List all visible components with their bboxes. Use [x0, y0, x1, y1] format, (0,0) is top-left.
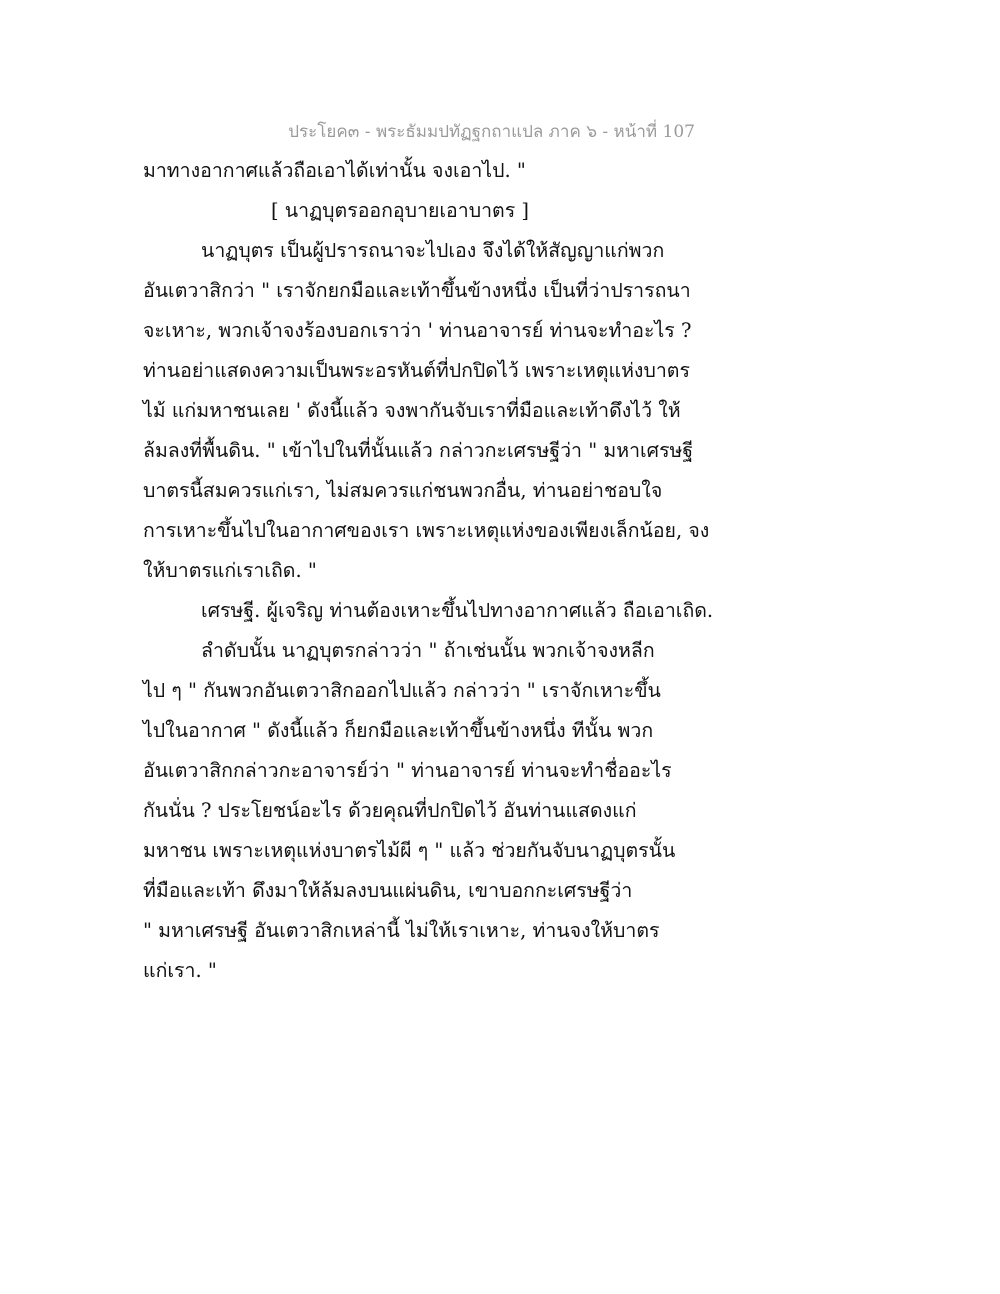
- text-line: ที่มือและเท้า ดึงมาให้ล้มลงบนแผ่นดิน, เขาบอกกะเศรษฐีว่า: [143, 879, 633, 902]
- text-line: ไป ๆ " กันพวกอันเตวาสิกออกไปแล้ว กล่าวว่า " เราจักเหาะขึ้น: [143, 679, 661, 702]
- text-line: แก่เรา. ": [143, 959, 217, 982]
- running-header: ประโยค๓ - พระธัมมปทัฏฐกถาแปล ภาค ๖ - หน้าที่ 107: [288, 122, 695, 142]
- text-line: ล้มลงที่พื้นดิน. " เข้าไปในที่นั้นแล้ว กล่าวกะเศรษฐีว่า " มหาเศรษฐี: [143, 439, 694, 462]
- text-line: อันเตวาสิกกล่าวกะอาจารย์ว่า " ท่านอาจารย์ ท่านจะทำชื่ออะไร: [143, 759, 672, 782]
- text-line: " มหาเศรษฐี อันเตวาสิกเหล่านี้ ไม่ให้เราเหาะ, ท่านจงให้บาตร: [143, 919, 660, 942]
- dialogue-line: เศรษฐี. ผู้เจริญ ท่านต้องเหาะขึ้นไปทางอากาศแล้ว ถือเอาเถิด.: [201, 599, 714, 622]
- text-line: มาทางอากาศแล้วถือเอาได้เท่านั้น จงเอาไป. ": [143, 159, 526, 182]
- text-line: อันเตวาสิกว่า " เราจักยกมือและเท้าขึ้นข้างหนึ่ง เป็นที่ว่าปรารถนา: [143, 279, 691, 302]
- text-line: ไปในอากาศ " ดังนี้แล้ว ก็ยกมือและเท้าขึ้นข้างหนึ่ง ทีนั้น พวก: [143, 719, 654, 742]
- paragraph-start: นาฏบุตร เป็นผู้ปรารถนาจะไปเอง จึงได้ให้สัญญาแก่พวก: [201, 239, 665, 262]
- text-line: มหาชน เพราะเหตุแห่งบาตรไม้ผี ๆ " แล้ว ช่วยกันจับนาฏบุตรนั้น: [143, 839, 676, 862]
- text-line: การเหาะขึ้นไปในอากาศของเรา เพราะเหตุแห่งของเพียงเล็กน้อย, จง: [143, 519, 710, 542]
- paragraph-start: ลำดับนั้น นาฏบุตรกล่าวว่า " ถ้าเช่นนั้น พวกเจ้าจงหลีก: [201, 639, 655, 662]
- text-line: ให้บาตรแก่เราเถิด. ": [143, 559, 317, 582]
- text-line: บาตรนี้สมควรแก่เรา, ไม่สมควรแก่ชนพวกอื่น, ท่านอย่าชอบใจ: [143, 479, 663, 502]
- body-text: [143, 151, 714, 991]
- text-line: จะเหาะ, พวกเจ้าจงร้องบอกเราว่า ' ท่านอาจารย์ ท่านจะทำอะไร ?: [143, 319, 692, 342]
- text-line: ท่านอย่าแสดงความเป็นพระอรหันต์ที่ปกปิดไว้ เพราะเหตุแห่งบาตร: [143, 359, 690, 382]
- section-heading: [ นาฏบุตรออกอุบายเอาบาตร ]: [271, 199, 529, 222]
- text-line: ไม้ แก่มหาชนเลย ' ดังนี้แล้ว จงพากันจับเราที่มือและเท้าดึงไว้ ให้: [143, 399, 681, 422]
- text-line: กันนั่น ? ประโยชน์อะไร ด้วยคุณที่ปกปิดไว้ อันท่านแสดงแก่: [143, 799, 637, 822]
